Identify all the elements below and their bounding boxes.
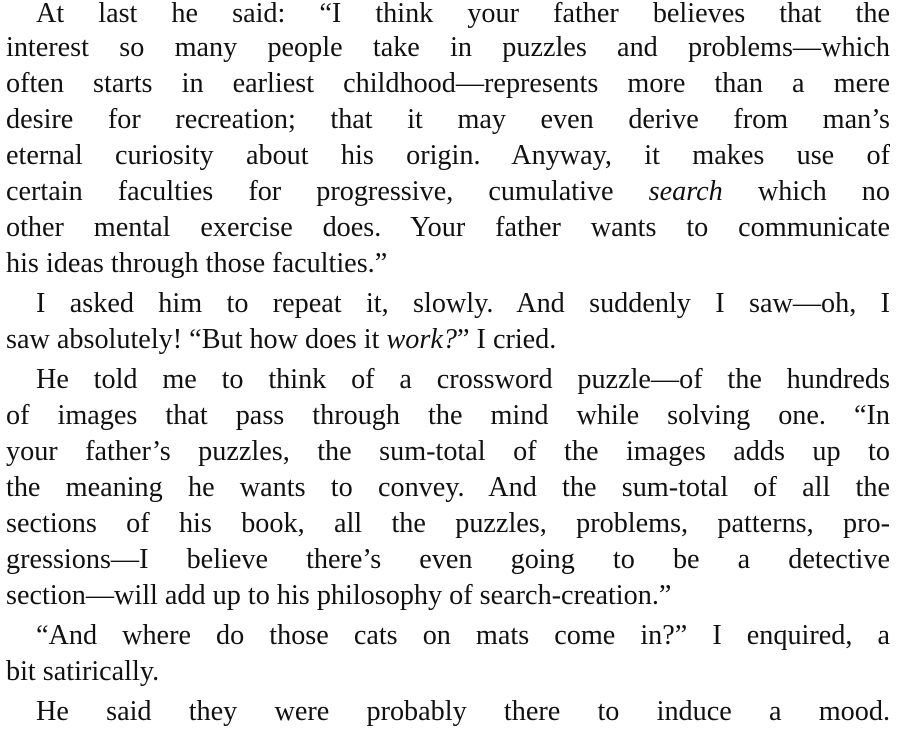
text-line: certain faculties for progressive, cumulative search which no bbox=[6, 176, 890, 207]
text-line: the meaning he wants to convey. And the sum-total of all the bbox=[6, 472, 890, 503]
text-line: bit satirically. bbox=[6, 656, 160, 687]
text-line: of images that pass through the mind while solving one. “In bbox=[6, 400, 890, 431]
text-line: gressions—I believe there’s even going to be a detective bbox=[6, 544, 890, 575]
text-line: He told me to think of a crossword puzzle—of the hundreds bbox=[36, 364, 890, 395]
text-line: He said they were probably there to induce a mood. bbox=[36, 696, 890, 727]
emphasis: work? bbox=[386, 324, 457, 355]
text-line: desire for recreation; that it may even derive from man’s bbox=[6, 104, 890, 135]
text-line: saw absolutely! “But how does it work?” I cried. bbox=[6, 324, 557, 355]
text-line: At last he said: “I think your father believes that the bbox=[36, 0, 890, 29]
text-line: section—will add up to his philosophy of search-creation.” bbox=[6, 580, 672, 611]
text-line: I asked him to repeat it, slowly. And suddenly I saw—oh, I bbox=[36, 288, 890, 319]
text-line: sections of his book, all the puzzles, problems, patterns, pro- bbox=[6, 508, 890, 539]
text-line: other mental exercise does. Your father wants to communicate bbox=[6, 212, 890, 243]
text-line: his ideas through those faculties.” bbox=[6, 248, 388, 279]
text-line: your father’s puzzles, the sum-total of the images adds up to bbox=[6, 436, 890, 467]
emphasis: search bbox=[648, 176, 723, 207]
text-line: often starts in earliest childhood—represents more than a mere bbox=[6, 68, 890, 99]
text-line: “And where do those cats on mats come in?” I enquired, a bbox=[36, 620, 890, 651]
text-line: eternal curiosity about his origin. Anyway, it makes use of bbox=[6, 140, 890, 171]
text-line: interest so many people take in puzzles and problems—which bbox=[6, 32, 890, 63]
